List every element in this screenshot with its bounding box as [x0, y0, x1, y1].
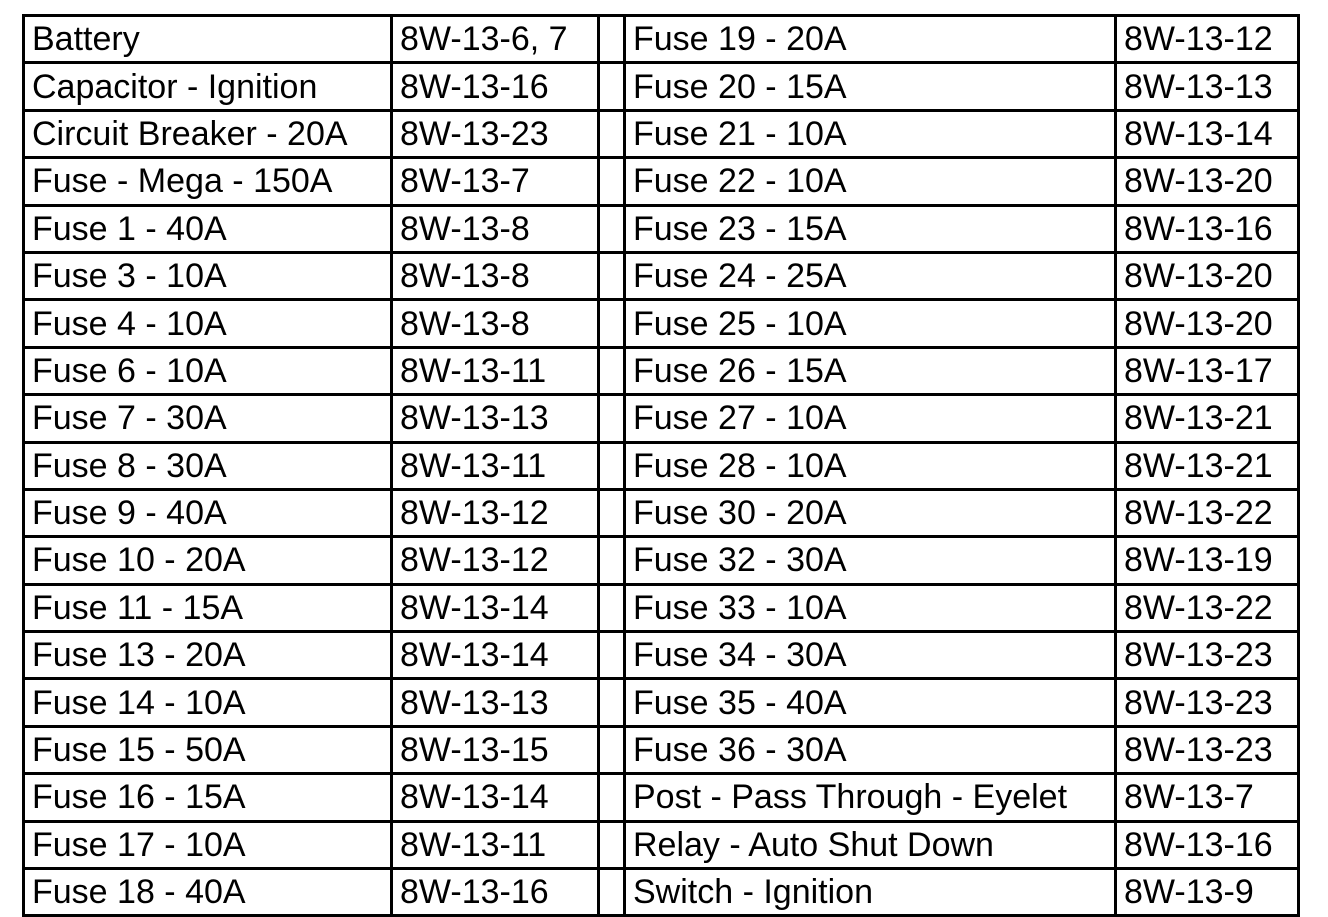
left-page-ref-cell: 8W-13-11 [392, 442, 599, 489]
left-page-ref-cell: 8W-13-16 [392, 63, 599, 110]
column-gap [599, 110, 625, 157]
column-gap [599, 774, 625, 821]
right-component-cell: Fuse 36 - 30A [625, 726, 1116, 773]
left-component-cell: Fuse 18 - 40A [24, 869, 392, 916]
right-page-ref-cell: 8W-13-16 [1116, 821, 1299, 868]
table-row [24, 63, 1299, 110]
column-gap [599, 300, 625, 347]
left-component-cell: Fuse 1 - 40A [24, 205, 392, 252]
column-gap [599, 679, 625, 726]
left-component-cell: Capacitor - Ignition [24, 63, 392, 110]
right-page-ref-cell: 8W-13-13 [1116, 63, 1299, 110]
table-row [24, 395, 1299, 442]
column-gap [599, 584, 625, 631]
right-component-cell: Fuse 24 - 25A [625, 252, 1116, 299]
right-page-ref-cell: 8W-13-23 [1116, 632, 1299, 679]
right-component-cell: Fuse 21 - 10A [625, 110, 1116, 157]
left-page-ref-cell: 8W-13-8 [392, 205, 599, 252]
column-gap [599, 869, 625, 916]
left-page-ref-cell: 8W-13-15 [392, 726, 599, 773]
right-page-ref-cell: 8W-13-16 [1116, 205, 1299, 252]
left-component-cell: Fuse - Mega - 150A [24, 158, 392, 205]
column-gap [599, 537, 625, 584]
table-row [24, 821, 1299, 868]
right-component-cell: Fuse 34 - 30A [625, 632, 1116, 679]
component-index-table [22, 14, 1300, 917]
table-row [24, 300, 1299, 347]
right-page-ref-cell: 8W-13-9 [1116, 869, 1299, 916]
column-gap [599, 347, 625, 394]
right-component-cell: Switch - Ignition [625, 869, 1116, 916]
right-page-ref-cell: 8W-13-23 [1116, 726, 1299, 773]
right-component-cell: Fuse 35 - 40A [625, 679, 1116, 726]
right-page-ref-cell: 8W-13-20 [1116, 300, 1299, 347]
right-page-ref-cell: 8W-13-12 [1116, 16, 1299, 63]
table-row [24, 869, 1299, 916]
right-page-ref-cell: 8W-13-19 [1116, 537, 1299, 584]
left-page-ref-cell: 8W-13-14 [392, 584, 599, 631]
column-gap [599, 16, 625, 63]
left-component-cell: Fuse 9 - 40A [24, 489, 392, 536]
left-page-ref-cell: 8W-13-14 [392, 632, 599, 679]
right-page-ref-cell: 8W-13-20 [1116, 252, 1299, 299]
left-component-cell: Fuse 16 - 15A [24, 774, 392, 821]
table-row [24, 347, 1299, 394]
left-component-cell: Battery [24, 16, 392, 63]
left-page-ref-cell: 8W-13-13 [392, 679, 599, 726]
table-body [24, 16, 1299, 916]
left-page-ref-cell: 8W-13-8 [392, 300, 599, 347]
column-gap [599, 158, 625, 205]
left-page-ref-cell: 8W-13-16 [392, 869, 599, 916]
table-row [24, 537, 1299, 584]
left-component-cell: Fuse 10 - 20A [24, 537, 392, 584]
table-row [24, 774, 1299, 821]
table-row [24, 726, 1299, 773]
right-page-ref-cell: 8W-13-17 [1116, 347, 1299, 394]
table-row [24, 679, 1299, 726]
left-page-ref-cell: 8W-13-23 [392, 110, 599, 157]
left-page-ref-cell: 8W-13-7 [392, 158, 599, 205]
table-row [24, 632, 1299, 679]
column-gap [599, 63, 625, 110]
column-gap [599, 632, 625, 679]
right-component-cell: Post - Pass Through - Eyelet [625, 774, 1116, 821]
right-component-cell: Relay - Auto Shut Down [625, 821, 1116, 868]
left-component-cell: Fuse 13 - 20A [24, 632, 392, 679]
left-component-cell: Fuse 8 - 30A [24, 442, 392, 489]
right-component-cell: Fuse 22 - 10A [625, 158, 1116, 205]
table-row [24, 584, 1299, 631]
left-page-ref-cell: 8W-13-14 [392, 774, 599, 821]
table-row [24, 158, 1299, 205]
right-page-ref-cell: 8W-13-23 [1116, 679, 1299, 726]
right-page-ref-cell: 8W-13-20 [1116, 158, 1299, 205]
left-component-cell: Fuse 17 - 10A [24, 821, 392, 868]
column-gap [599, 395, 625, 442]
column-gap [599, 489, 625, 536]
left-component-cell: Fuse 4 - 10A [24, 300, 392, 347]
right-component-cell: Fuse 20 - 15A [625, 63, 1116, 110]
table-row [24, 205, 1299, 252]
left-component-cell: Fuse 6 - 10A [24, 347, 392, 394]
right-component-cell: Fuse 28 - 10A [625, 442, 1116, 489]
column-gap [599, 205, 625, 252]
right-page-ref-cell: 8W-13-14 [1116, 110, 1299, 157]
table-row [24, 16, 1299, 63]
table-row [24, 442, 1299, 489]
right-component-cell: Fuse 33 - 10A [625, 584, 1116, 631]
right-component-cell: Fuse 27 - 10A [625, 395, 1116, 442]
right-component-cell: Fuse 19 - 20A [625, 16, 1116, 63]
left-component-cell: Fuse 3 - 10A [24, 252, 392, 299]
right-page-ref-cell: 8W-13-22 [1116, 584, 1299, 631]
right-page-ref-cell: 8W-13-22 [1116, 489, 1299, 536]
table-row [24, 252, 1299, 299]
table-row [24, 110, 1299, 157]
component-index-table-wrapper [22, 14, 1297, 912]
right-component-cell: Fuse 26 - 15A [625, 347, 1116, 394]
right-component-cell: Fuse 25 - 10A [625, 300, 1116, 347]
left-component-cell: Fuse 11 - 15A [24, 584, 392, 631]
left-page-ref-cell: 8W-13-11 [392, 821, 599, 868]
left-component-cell: Fuse 7 - 30A [24, 395, 392, 442]
left-page-ref-cell: 8W-13-12 [392, 489, 599, 536]
left-page-ref-cell: 8W-13-13 [392, 395, 599, 442]
column-gap [599, 442, 625, 489]
left-page-ref-cell: 8W-13-8 [392, 252, 599, 299]
column-gap [599, 252, 625, 299]
column-gap [599, 726, 625, 773]
left-component-cell: Circuit Breaker - 20A [24, 110, 392, 157]
right-component-cell: Fuse 23 - 15A [625, 205, 1116, 252]
left-page-ref-cell: 8W-13-12 [392, 537, 599, 584]
right-page-ref-cell: 8W-13-7 [1116, 774, 1299, 821]
left-component-cell: Fuse 14 - 10A [24, 679, 392, 726]
left-page-ref-cell: 8W-13-6, 7 [392, 16, 599, 63]
right-page-ref-cell: 8W-13-21 [1116, 442, 1299, 489]
right-component-cell: Fuse 30 - 20A [625, 489, 1116, 536]
left-page-ref-cell: 8W-13-11 [392, 347, 599, 394]
right-component-cell: Fuse 32 - 30A [625, 537, 1116, 584]
left-component-cell: Fuse 15 - 50A [24, 726, 392, 773]
table-row [24, 489, 1299, 536]
column-gap [599, 821, 625, 868]
right-page-ref-cell: 8W-13-21 [1116, 395, 1299, 442]
